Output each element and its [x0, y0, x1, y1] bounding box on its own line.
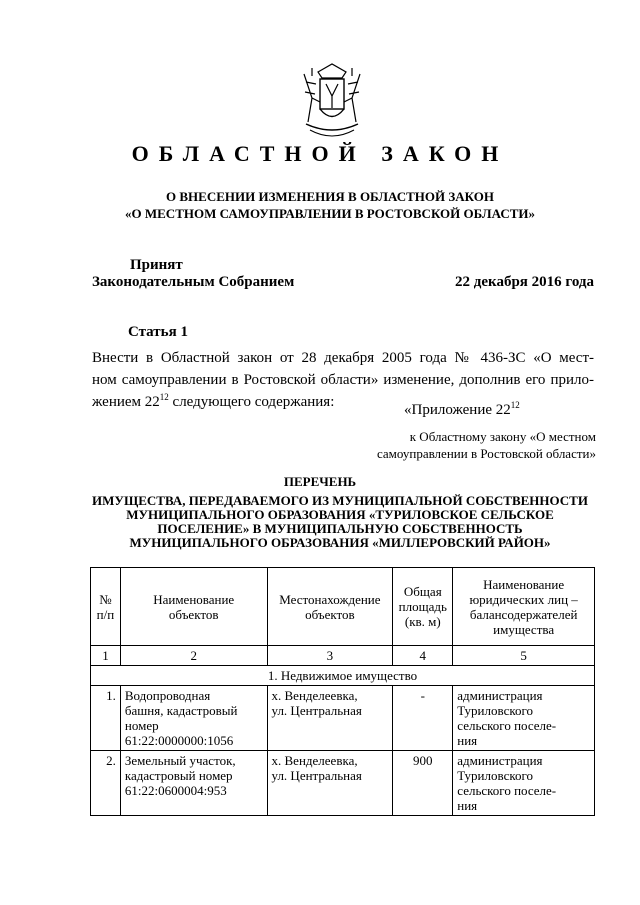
cell-line: Водопроводная [124, 688, 211, 703]
article-text-part: жением 22 [92, 394, 160, 410]
column-number: 4 [393, 646, 453, 666]
column-number: 1 [91, 646, 121, 666]
cell-line: ул. Центральная [271, 768, 362, 783]
header-text: юридических лиц – [469, 591, 578, 607]
header-text: Местонахождение [279, 591, 381, 607]
superscript: 12 [510, 400, 520, 410]
cell-line: 61:22:0000000:1056 [124, 733, 234, 748]
list-subtitle-line: МУНИЦИПАЛЬНОГО ОБРАЗОВАНИЯ «МИЛЛЕРОВСКИЙ РАЙОН» [129, 535, 551, 550]
row-holder [453, 686, 595, 751]
column-number: 2 [120, 646, 267, 666]
header-text: балансодержателей [469, 606, 578, 622]
column-number-row [91, 646, 595, 666]
cell-line: Туриловского [457, 768, 533, 783]
adopted-label: Принят [130, 257, 183, 273]
header-text: (кв. м) [404, 614, 441, 629]
table-row [91, 686, 595, 751]
cell-line: х. Венделеевка, [271, 688, 358, 703]
header-text: объектов [168, 606, 219, 622]
header-text: Наименование [153, 591, 235, 607]
appendix-subheading [350, 428, 596, 462]
appendix-heading-text: «Приложение 22 [404, 402, 511, 418]
header-num [91, 568, 121, 646]
section-row [91, 666, 595, 686]
row-location [267, 686, 393, 751]
header-text: Наименование [483, 576, 565, 592]
document-subtitle [80, 188, 580, 222]
header-text: Общая [403, 584, 442, 599]
header-text: имущества [493, 621, 555, 637]
row-holder [453, 751, 595, 816]
header-location [267, 568, 393, 646]
list-title: ПЕРЕЧЕНЬ [283, 474, 357, 489]
header-text: объектов [305, 606, 355, 622]
header-area [393, 568, 453, 646]
cell-line: администрация [457, 688, 543, 703]
list-subtitle-line: МУНИЦИПАЛЬНОГО ОБРАЗОВАНИЯ «ТУРИЛОВСКОЕ СЕЛЬСКОЕ [126, 507, 554, 522]
cell-line: х. Венделеевка, [271, 753, 358, 768]
appendix-heading [404, 402, 520, 419]
list-subtitle-line: ПОСЕЛЕНИЕ» В МУНИЦИПАЛЬНУЮ СОБСТВЕННОСТЬ [157, 521, 523, 536]
cell-line: номер [124, 718, 159, 733]
list-subtitle [70, 494, 610, 550]
header-text: п/п [96, 606, 115, 622]
table-row [91, 751, 595, 816]
cell-line: ния [457, 798, 478, 813]
header-name [120, 568, 267, 646]
article-line: Внести в Областной закон от 28 декабря 2005 года № 436-ЗС «О мест- [92, 350, 594, 366]
column-number: 5 [453, 646, 595, 666]
cell-line: башня, кадастровый [124, 703, 238, 718]
cell-line: Туриловского [457, 703, 533, 718]
appendix-line: к Областному закону «О местном [409, 429, 596, 444]
cell-line: сельского поселе- [457, 718, 557, 733]
coat-of-arms-icon [298, 62, 366, 142]
column-number: 3 [267, 646, 393, 666]
superscript: 12 [159, 392, 169, 402]
section-title: 1. Недвижимое имущество [91, 666, 595, 686]
list-subtitle-line: ИМУЩЕСТВА, ПЕРЕДАВАЕМОГО ИЗ МУНИЦИПАЛЬНОЙ СОБСТВЕННОСТИ [92, 493, 588, 508]
cell-line: администрация [457, 753, 543, 768]
adopted-by: Законодательным Собранием [92, 274, 295, 290]
cell-line: кадастровый номер [124, 768, 233, 783]
property-table [90, 567, 595, 816]
cell-line: сельского поселе- [457, 783, 557, 798]
cell-line: Земельный участок, [124, 753, 236, 768]
cell-line: ния [457, 733, 478, 748]
cell-line: 61:22:0600004:953 [124, 783, 227, 798]
row-area: - [393, 686, 453, 751]
article-text-part: следующего содержания: [168, 394, 335, 410]
header-text: площадь [398, 599, 447, 614]
adoption-date: 22 декабря 2016 года [455, 274, 594, 290]
row-num: 1. [91, 686, 121, 751]
header-text: № [99, 591, 112, 607]
appendix-line: самоуправлении в Ростовской области» [376, 446, 596, 461]
subtitle-line: «О МЕСТНОМ САМОУПРАВЛЕНИИ В РОСТОВСКОЙ ОБЛАСТИ» [125, 206, 535, 221]
row-area: 900 [393, 751, 453, 816]
row-name [120, 751, 267, 816]
document-title: ОБЛАСТНОЙ ЗАКОН [131, 141, 509, 166]
article-heading: Статья 1 [128, 324, 188, 340]
header-holder [453, 568, 595, 646]
article-line: ном самоуправлении в Ростовской области» изменение, дополнив его прило- [92, 372, 594, 388]
row-num: 2. [91, 751, 121, 816]
cell-line: ул. Центральная [271, 703, 362, 718]
row-name [120, 686, 267, 751]
table-header-row [91, 568, 595, 646]
row-location [267, 751, 393, 816]
subtitle-line: О ВНЕСЕНИИ ИЗМЕНЕНИЯ В ОБЛАСТНОЙ ЗАКОН [166, 189, 494, 204]
